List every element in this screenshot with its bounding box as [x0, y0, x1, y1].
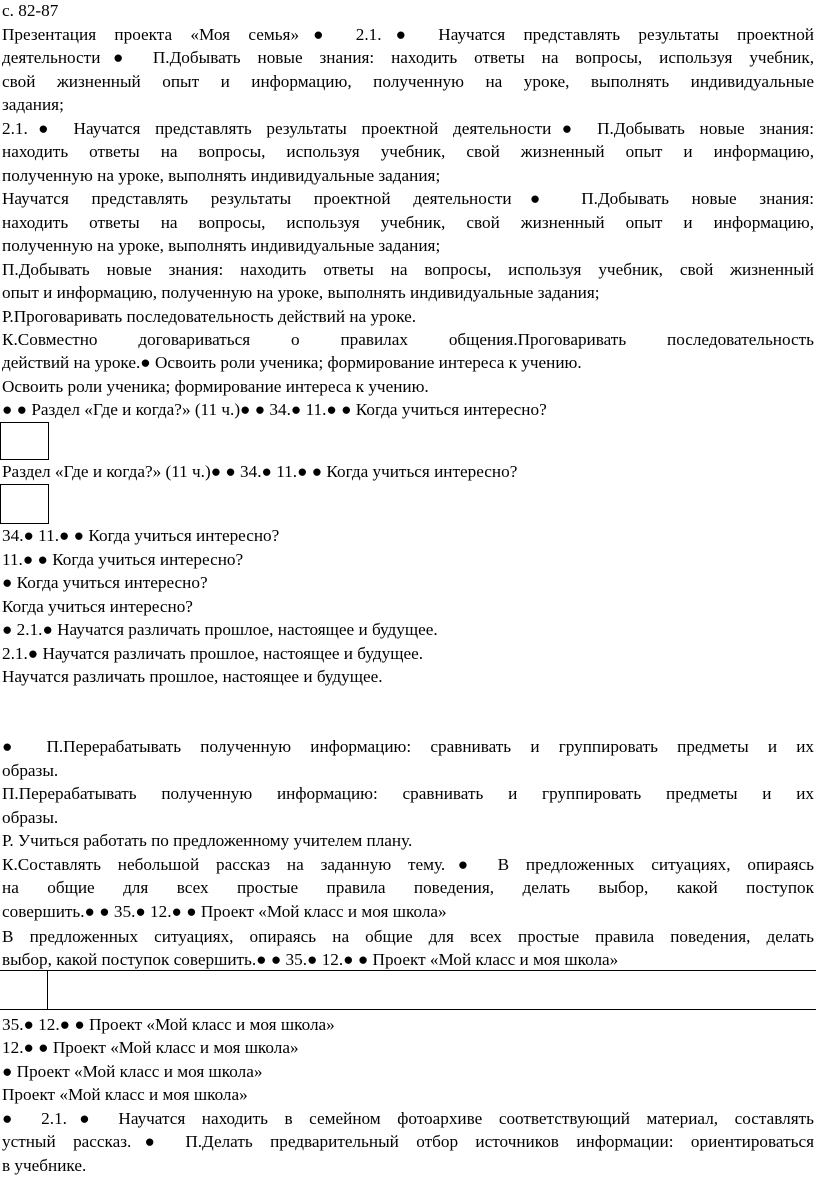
text-line: 34.● 11.● ● Когда учиться интересно? — [2, 526, 280, 545]
text-line: в учебнике. — [2, 1156, 87, 1175]
text-line: на общие для всех простые правила поведения, делать выбор, какой поступок — [2, 878, 814, 897]
text-line: свой жизненный опыт и информацию, полученную на уроке, выполнять индивидуальные — [2, 72, 814, 91]
empty-table-cell — [0, 422, 49, 460]
text-line: 12.● ● Проект «Мой класс и моя школа» — [2, 1038, 299, 1057]
text-line: Р.Проговаривать последовательность действий на уроке. — [2, 307, 417, 326]
text-line: 11.● ● Когда учиться интересно? — [2, 550, 244, 569]
text-line: ● 2.1.● Научатся находить в семейном фотоархиве соответствующий материал, составлять — [2, 1109, 814, 1128]
table-border — [0, 970, 816, 971]
text-line: Научатся представлять результаты проектной деятельности● П.Добывать новые знания: — [2, 189, 814, 208]
text-line: К.Совместно договариваться о правилах общения.Проговаривать последовательность — [2, 330, 814, 349]
text-line: образы. — [2, 808, 59, 827]
page-reference: с. 82-87 — [2, 1, 59, 20]
text-line: Освоить роли ученика; формирование интереса к учению. — [2, 377, 429, 396]
text-line: выбор, какой поступок совершить.● ● 35.● 12.● ● Проект «Мой класс и моя школа» — [2, 950, 619, 969]
text-line: П.Добывать новые знания: находить ответы на вопросы, используя учебник, свой жизненный — [2, 260, 814, 279]
text-line: задания; — [2, 95, 64, 114]
table-border — [0, 1009, 816, 1010]
text-line: устный рассказ.● П.Делать предварительный отбор источников информации: ориентироваться — [2, 1132, 814, 1151]
text-line: Проект «Мой класс и моя школа» — [2, 1085, 248, 1104]
text-line: П.Перерабатывать полученную информацию: сравнивать и группировать предметы и их — [2, 784, 814, 803]
text-line: совершить.● ● 35.● 12.● ● Проект «Мой класс и моя школа» — [2, 902, 447, 921]
text-line: полученную на уроке, выполнять индивидуальные задания; — [2, 236, 441, 255]
text-line: находить ответы на вопросы, используя учебник, свой жизненный опыт и информацию, — [2, 213, 814, 232]
text-line: 35.● 12.● ● Проект «Мой класс и моя школа» — [2, 1015, 335, 1034]
text-line: ● П.Перерабатывать полученную информацию: сравнивать и группировать предметы и их — [2, 737, 814, 756]
text-line: Р. Учиться работать по предложенному учителем плану. — [2, 831, 413, 850]
text-line: ● ● Раздел «Где и когда?» (11 ч.)● ● 34.● 11.● ● Когда учиться интересно? — [2, 400, 547, 419]
table-border — [47, 970, 48, 1009]
empty-table-cell — [0, 484, 49, 524]
text-line: действий на уроке.● Освоить роли ученика; формирование интереса к учению. — [2, 353, 582, 372]
text-line: образы. — [2, 761, 59, 780]
text-line: Презентация проекта «Моя семья»● 2.1.● Научатся представлять результаты проектной — [2, 25, 814, 44]
text-line: 2.1.● Научатся представлять результаты проектной деятельности● П.Добывать новые знания: — [2, 119, 814, 138]
text-line: К.Составлять небольшой рассказ на заданную тему.● В предложенных ситуациях, опираясь — [2, 855, 814, 874]
text-line: Раздел «Где и когда?» (11 ч.)● ● 34.● 11.● ● Когда учиться интересно? — [2, 462, 518, 481]
text-line: Когда учиться интересно? — [2, 597, 193, 616]
text-line: деятельности● П.Добывать новые знания: находить ответы на вопросы, используя учебник, — [2, 48, 814, 67]
text-line: ● Проект «Мой класс и моя школа» — [2, 1062, 263, 1081]
text-line: опыт и информацию, полученную на уроке, выполнять индивидуальные задания; — [2, 283, 600, 302]
text-line: В предложенных ситуациях, опираясь на общие для всех простые правила поведения, делать — [2, 927, 814, 946]
text-line: находить ответы на вопросы, используя учебник, свой жизненный опыт и информацию, — [2, 142, 814, 161]
text-line: полученную на уроке, выполнять индивидуальные задания; — [2, 166, 441, 185]
text-line: ● 2.1.● Научатся различать прошлое, настоящее и будущее. — [2, 620, 438, 639]
text-line: Научатся различать прошлое, настоящее и будущее. — [2, 667, 383, 686]
text-line: ● Когда учиться интересно? — [2, 573, 208, 592]
text-line: 2.1.● Научатся различать прошлое, настоящее и будущее. — [2, 644, 424, 663]
